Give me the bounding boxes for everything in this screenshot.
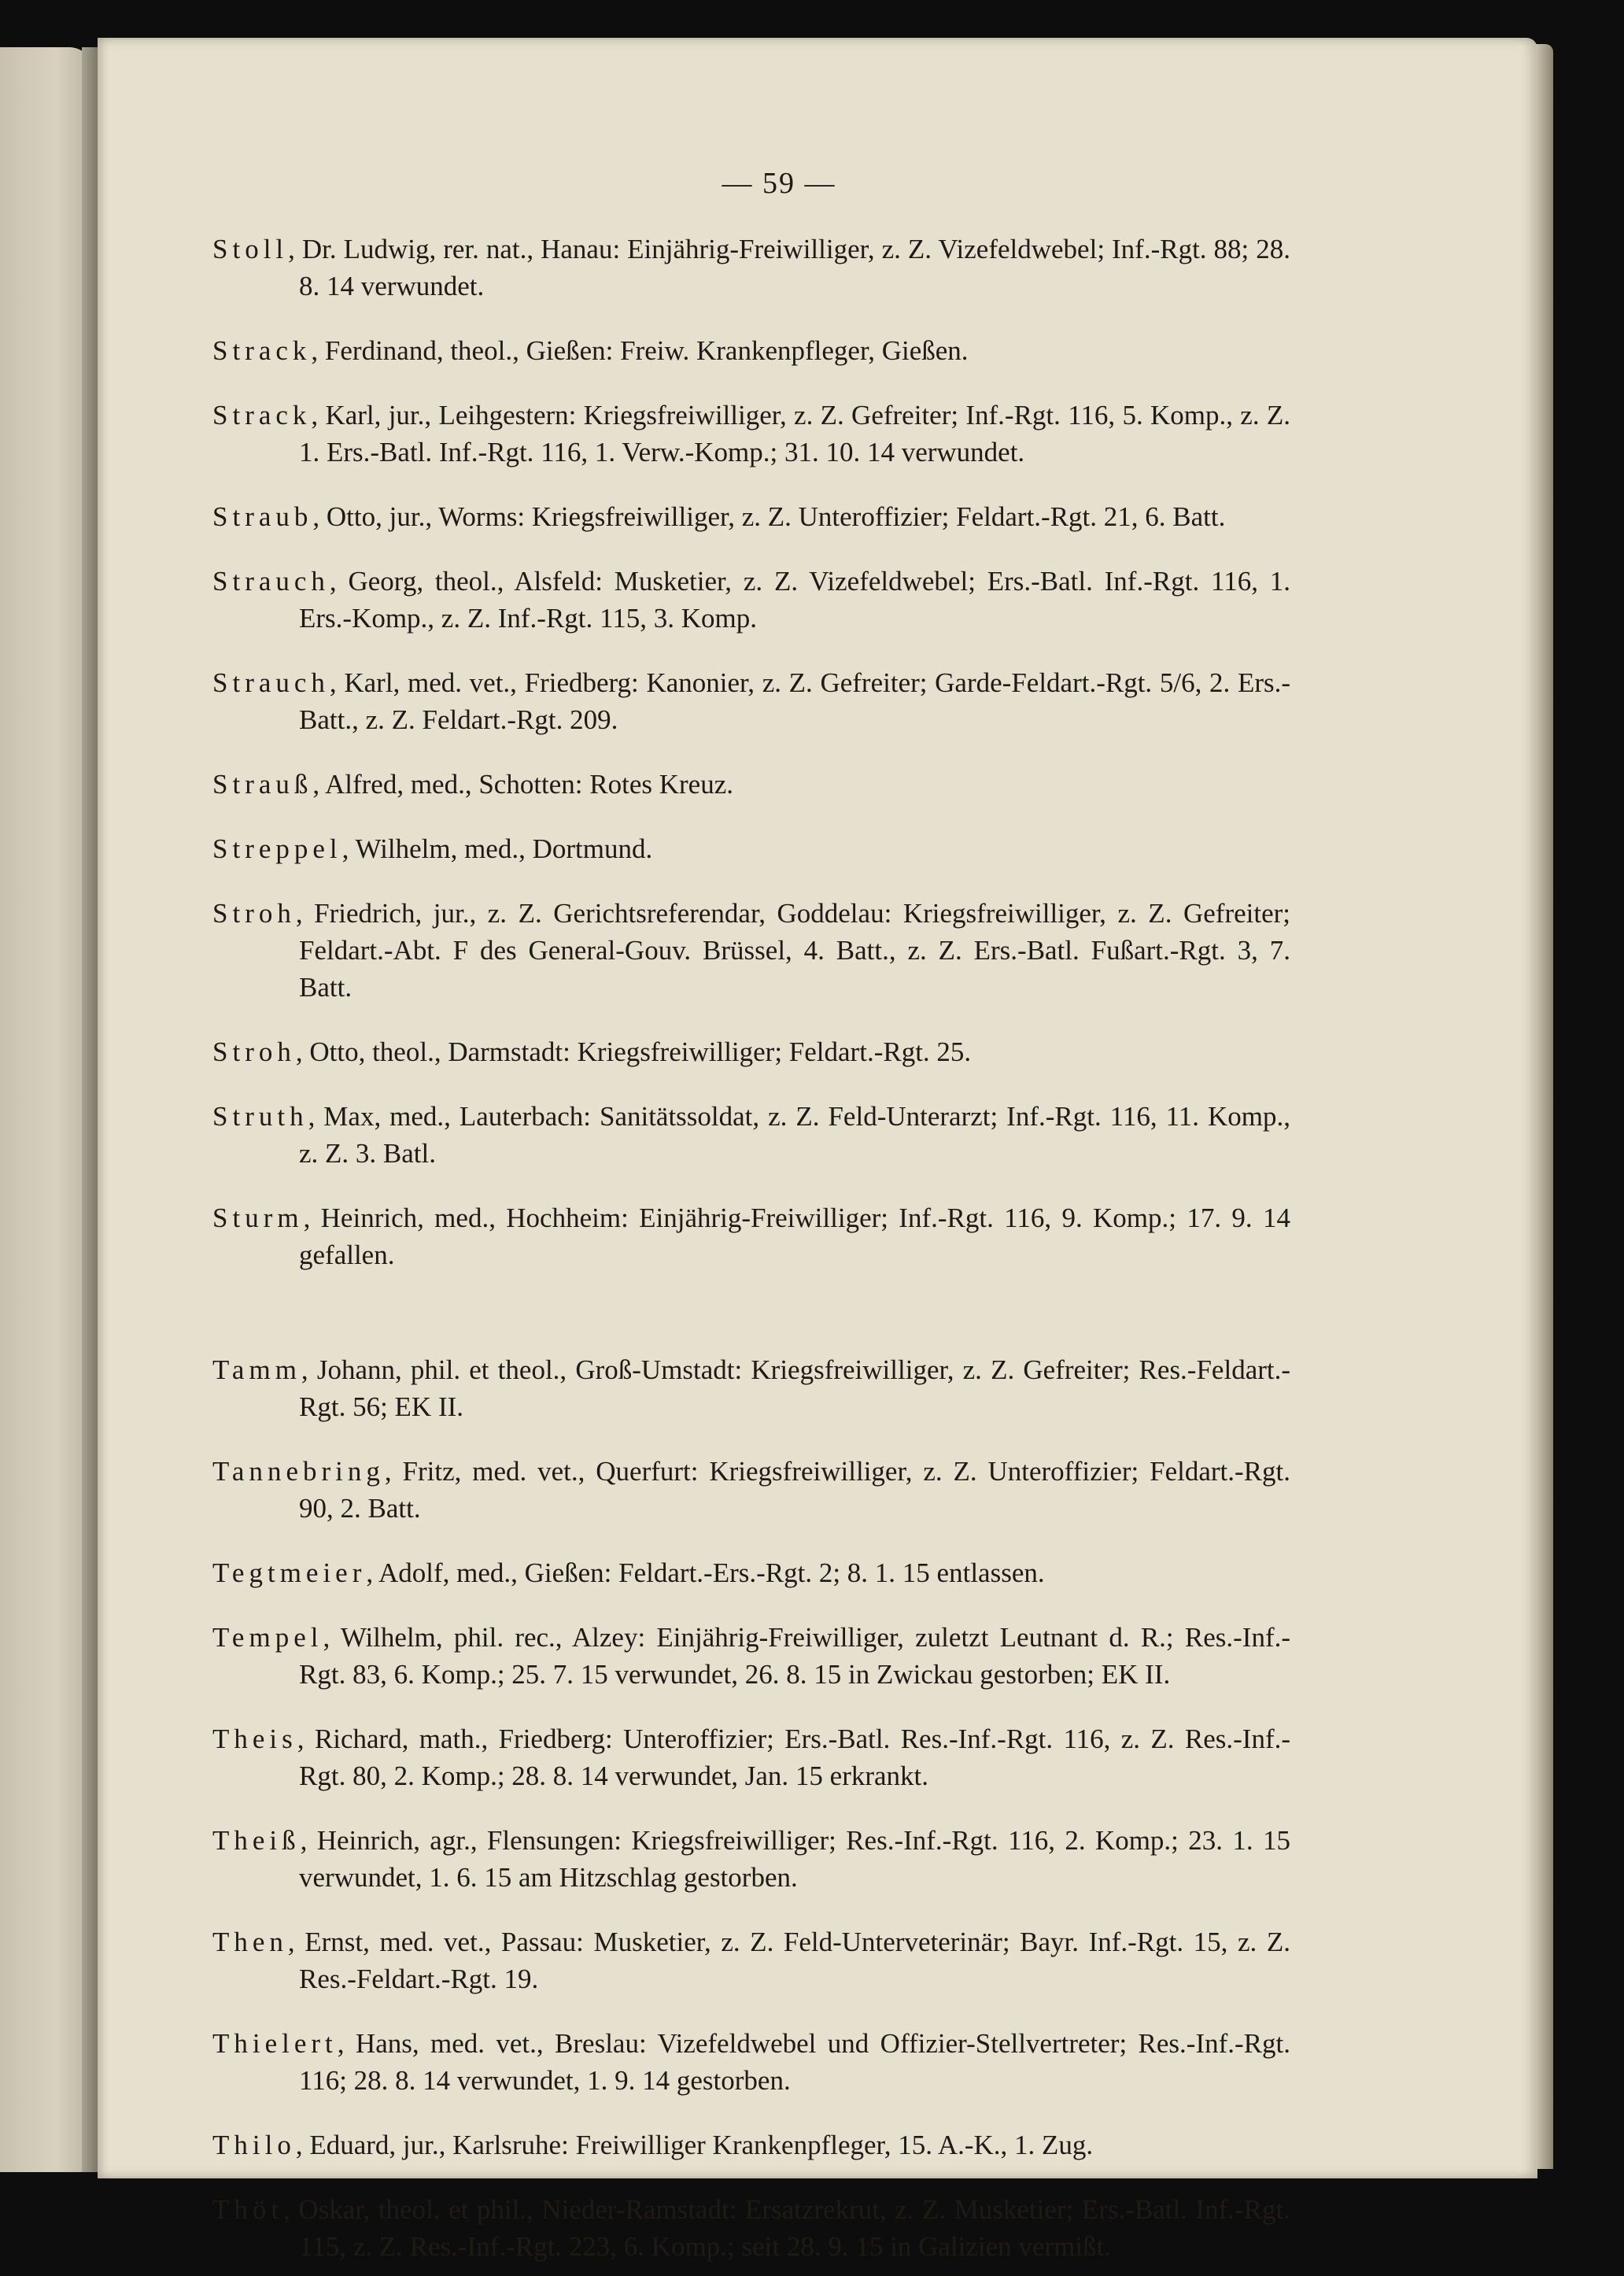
list-item: Theis, Richard, math., Friedberg: Unteroffizier; Ers.-Batl. Res.-Inf.-Rgt. 116, z. Z. Res.-Inf.-Rgt. 80, 2. Komp.; 28. 8. 14 verwundet, Jan. 15 erkrankt.	[212, 1724, 1290, 1791]
entry-details: Alfred, med., Schotten: Rotes Kreuz.	[324, 769, 734, 800]
list-item: Stoll, Dr. Ludwig, rer. nat., Hanau: Einjährig-Freiwilliger, z. Z. Vizefeldwebel; Inf.-Rgt. 88; 28. 8. 14 verwundet.	[212, 234, 1290, 301]
entry-details: Max, med., Lauterbach: Sanitätssoldat, z. Z. Feld-Unterarzt; Inf.-Rgt. 116, 11. Komp., z. Z. 3. Batl.	[299, 1101, 1291, 1169]
section-divider	[212, 1284, 1290, 1324]
entry-surname: Thöt	[212, 2194, 284, 2225]
entry-surname: Tannebring	[212, 1456, 385, 1487]
entry-surname: Thilo	[212, 2130, 296, 2160]
list-item: Struth, Max, med., Lauterbach: Sanitätssoldat, z. Z. Feld-Unterarzt; Inf.-Rgt. 116, 11. Komp., z. Z. 3. Batl.	[212, 1101, 1291, 1169]
book-gutter	[82, 47, 98, 2172]
entry-details: Karl, med. vet., Friedberg: Kanonier, z. Z. Gefreiter; Garde-Feldart.-Rgt. 5/6, 2. Ers.-Batt., z. Z. Feldart.-Rgt. 209.	[299, 667, 1290, 735]
list-item: Strauch, Georg, theol., Alsfeld: Musketier, z. Z. Vizefeldwebel; Ers.-Batl. Inf.-Rgt. 116, 1. Ers.-Komp., z. Z. Inf.-Rgt. 115, 3. Komp.	[212, 566, 1290, 634]
list-item: Sturm, Heinrich, med., Hochheim: Einjährig-Freiwilliger; Inf.-Rgt. 116, 9. Komp.; 17. 9. 14 gefallen.	[212, 1203, 1290, 1270]
entry-details: Oskar, theol. et phil., Nieder-Ramstadt: Ersatzrekrut, z. Z. Musketier; Ers.-Batl. Inf.-Rgt. 115, z. Z. Res.-Inf.-Rgt. 223, 6. Komp.; seit 28. 9. 15 in Galizien vermißt.	[298, 2194, 1290, 2262]
entry-surname: Strack	[212, 335, 312, 366]
list-item: Thielert, Hans, med. vet., Breslau: Vizefeldwebel und Offizier-Stellvertreter; Res.-Inf.-Rgt. 116; 28. 8. 14 verwundet, 1. 9. 14 gestorben.	[212, 2028, 1290, 2096]
entry-details: Ferdinand, theol., Gießen: Freiw. Krankenpfleger, Gießen.	[324, 335, 969, 366]
entry-details: Johann, phil. et theol., Groß-Umstadt: Kriegsfreiwilliger, z. Z. Gefreiter; Res.-Feldart.-Rgt. 56; EK II.	[299, 1354, 1291, 1422]
page-stack-edge	[1536, 44, 1553, 2169]
list-item: Strauch, Karl, med. vet., Friedberg: Kanonier, z. Z. Gefreiter; Garde-Feldart.-Rgt. 5/6, 2. Ers.-Batt., z. Z. Feldart.-Rgt. 209.	[212, 667, 1290, 735]
entry-details: Georg, theol., Alsfeld: Musketier, z. Z. Vizefeldwebel; Ers.-Batl. Inf.-Rgt. 116, 1. Ers.-Komp., z. Z. Inf.-Rgt. 115, 3. Komp.	[299, 566, 1290, 634]
list-item: Straub, Otto, jur., Worms: Kriegsfreiwilliger, z. Z. Unteroffizier; Feldart.-Rgt. 21, 6. Batt.	[212, 501, 1226, 532]
entry-surname: Streppel	[212, 833, 342, 864]
entry-details: Ernst, med. vet., Passau: Musketier, z. Z. Feld-Unterveterinär; Bayr. Inf.-Rgt. 15, z. Z. Res.-Feldart.-Rgt. 19.	[299, 1927, 1290, 1994]
entry-details: Adolf, med., Gießen: Feldart.-Ers.-Rgt. 2; 8. 1. 15 entlassen.	[378, 1557, 1045, 1588]
entry-surname: Stoll	[212, 234, 289, 264]
entry-details: Richard, math., Friedberg: Unteroffizier; Ers.-Batl. Res.-Inf.-Rgt. 116, z. Z. Res.-Inf.-Rgt. 80, 2. Komp.; 28. 8. 14 verwundet, Jan. 15 erkrankt.	[299, 1724, 1290, 1791]
list-item: Tempel, Wilhelm, phil. rec., Alzey: Einjährig-Freiwilliger, zuletzt Leutnant d. R.; Res.-Inf.-Rgt. 83, 6. Komp.; 25. 7. 15 verwundet, 26. 8. 15 in Zwickau gestorben; EK II.	[212, 1622, 1291, 1690]
list-item: Strauß, Alfred, med., Schotten: Rotes Kreuz.	[212, 769, 734, 800]
entry-surname: Tamm	[212, 1354, 301, 1385]
entry-details: Fritz, med. vet., Querfurt: Kriegsfreiwilliger, z. Z. Unteroffizier; Feldart.-Rgt. 90, 2. Batt.	[299, 1456, 1290, 1524]
entry-details: Otto, theol., Darmstadt: Kriegsfreiwilliger; Feldart.-Rgt. 25.	[309, 1036, 972, 1067]
page-content	[212, 165, 1290, 2276]
entry-details: Heinrich, med., Hochheim: Einjährig-Freiwilliger; Inf.-Rgt. 116, 9. Komp.; 17. 9. 14 gefallen.	[299, 1203, 1290, 1270]
entry-details: Dr. Ludwig, rer. nat., Hanau: Einjährig-Freiwilliger, z. Z. Vizefeldwebel; Inf.-Rgt. 88; 28. 8. 14 verwundet.	[299, 234, 1290, 301]
list-item: Then, Ernst, med. vet., Passau: Musketier, z. Z. Feld-Unterveterinär; Bayr. Inf.-Rgt. 15, z. Z. Res.-Feldart.-Rgt. 19.	[212, 1927, 1290, 1994]
entry-surname: Struth	[212, 1101, 308, 1132]
entry-details: Otto, jur., Worms: Kriegsfreiwilliger, z. Z. Unteroffizier; Feldart.-Rgt. 21, 6. Batt.	[326, 501, 1226, 532]
entry-surname: Tegtmeier	[212, 1557, 367, 1588]
entry-surname: Stroh	[212, 1036, 296, 1067]
entry-surname: Strauß	[212, 769, 313, 800]
list-item: Streppel, Wilhelm, med., Dortmund.	[212, 833, 653, 864]
entry-details: Wilhelm, med., Dortmund.	[355, 833, 653, 864]
entry-surname: Strack	[212, 400, 312, 430]
list-item: Tegtmeier, Adolf, med., Gießen: Feldart.-Ers.-Rgt. 2; 8. 1. 15 entlassen.	[212, 1557, 1045, 1588]
left-page-edge	[0, 47, 93, 2172]
entry-surname: Stroh	[212, 898, 296, 929]
entry-details: Wilhelm, phil. rec., Alzey: Einjährig-Freiwilliger, zuletzt Leutnant d. R.; Res.-Inf.-Rgt. 83, 6. Komp.; 25. 7. 15 verwundet, 26. 8. 15 in Zwickau gestorben; EK II.	[299, 1622, 1291, 1690]
list-item: Strack, Karl, jur., Leihgestern: Kriegsfreiwilliger, z. Z. Gefreiter; Inf.-Rgt. 116, 5. Komp., z. Z. 1. Ers.-Batl. Inf.-Rgt. 116, 1. Verw.-Komp.; 31. 10. 14 verwundet.	[212, 400, 1290, 467]
entry-details: Friedrich, jur., z. Z. Gerichtsreferendar, Goddelau: Kriegsfreiwilliger, z. Z. Gefreiter; Feldart.-Abt. F des General-Gouv. Brüssel, 4. Batt., z. Z. Ers.-Batl. Fußart.-Rgt. 3, 7. Batt.	[299, 898, 1291, 1003]
entry-details: Heinrich, agr., Flensungen: Kriegsfreiwilliger; Res.-Inf.-Rgt. 116, 2. Komp.; 23. 1. 15 verwundet, 1. 6. 15 am Hitzschlag gestorben.	[299, 1825, 1290, 1893]
page-number: — 59 —	[722, 167, 836, 200]
entry-surname: Theiß	[212, 1825, 301, 1856]
entry-details: Karl, jur., Leihgestern: Kriegsfreiwilliger, z. Z. Gefreiter; Inf.-Rgt. 116, 5. Komp., z. Z. 1. Ers.-Batl. Inf.-Rgt. 116, 1. Verw.-Komp.; 31. 10. 14 verwundet.	[299, 400, 1290, 467]
entry-details: Eduard, jur., Karlsruhe: Freiwilliger Krankenpfleger, 15. A.-K., 1. Zug.	[309, 2130, 1094, 2160]
entry-surname: Theis	[212, 1724, 297, 1754]
entry-surname: Straub	[212, 501, 313, 532]
list-item: Theiß, Heinrich, agr., Flensungen: Kriegsfreiwilliger; Res.-Inf.-Rgt. 116, 2. Komp.; 23. 1. 15 verwundet, 1. 6. 15 am Hitzschlag gestorben.	[212, 1825, 1290, 1893]
entry-surname: Tempel	[212, 1622, 323, 1653]
entry-details: Hans, med. vet., Breslau: Vizefeldwebel und Offizier-Stellvertreter; Res.-Inf.-Rgt. 116; 28. 8. 14 verwundet, 1. 9. 14 gestorben.	[299, 2028, 1290, 2096]
list-item: Strack, Ferdinand, theol., Gießen: Freiw. Krankenpfleger, Gießen.	[212, 335, 969, 366]
entries-t-section	[212, 1351, 1290, 2265]
list-item: Thilo, Eduard, jur., Karlsruhe: Freiwilliger Krankenpfleger, 15. A.-K., 1. Zug.	[212, 2130, 1094, 2160]
list-item: Thöt, Oskar, theol. et phil., Nieder-Ramstadt: Ersatzrekrut, z. Z. Musketier; Ers.-Batl. Inf.-Rgt. 115, z. Z. Res.-Inf.-Rgt. 223, 6. Komp.; seit 28. 9. 15 in Galizien vermißt.	[212, 2194, 1290, 2262]
list-item: Stroh, Otto, theol., Darmstadt: Kriegsfreiwilliger; Feldart.-Rgt. 25.	[212, 1036, 972, 1067]
entry-surname: Strauch	[212, 667, 330, 698]
list-item: Tamm, Johann, phil. et theol., Groß-Umstadt: Kriegsfreiwilliger, z. Z. Gefreiter; Res.-Feldart.-Rgt. 56; EK II.	[212, 1354, 1291, 1422]
entry-surname: Then	[212, 1927, 288, 1957]
entry-surname: Sturm	[212, 1203, 304, 1233]
entries-s-section	[212, 231, 1290, 1273]
list-item: Stroh, Friedrich, jur., z. Z. Gerichtsreferendar, Goddelau: Kriegsfreiwilliger, z. Z. Gefreiter; Feldart.-Abt. F des General-Gouv. Brüssel, 4. Batt., z. Z. Ers.-Batl. Fußart.-Rgt. 3, 7. Batt.	[212, 898, 1291, 1003]
list-item: Tannebring, Fritz, med. vet., Querfurt: Kriegsfreiwilliger, z. Z. Unteroffizier; Feldart.-Rgt. 90, 2. Batt.	[212, 1456, 1290, 1524]
entry-surname: Strauch	[212, 566, 330, 597]
entry-surname: Thielert	[212, 2028, 338, 2059]
